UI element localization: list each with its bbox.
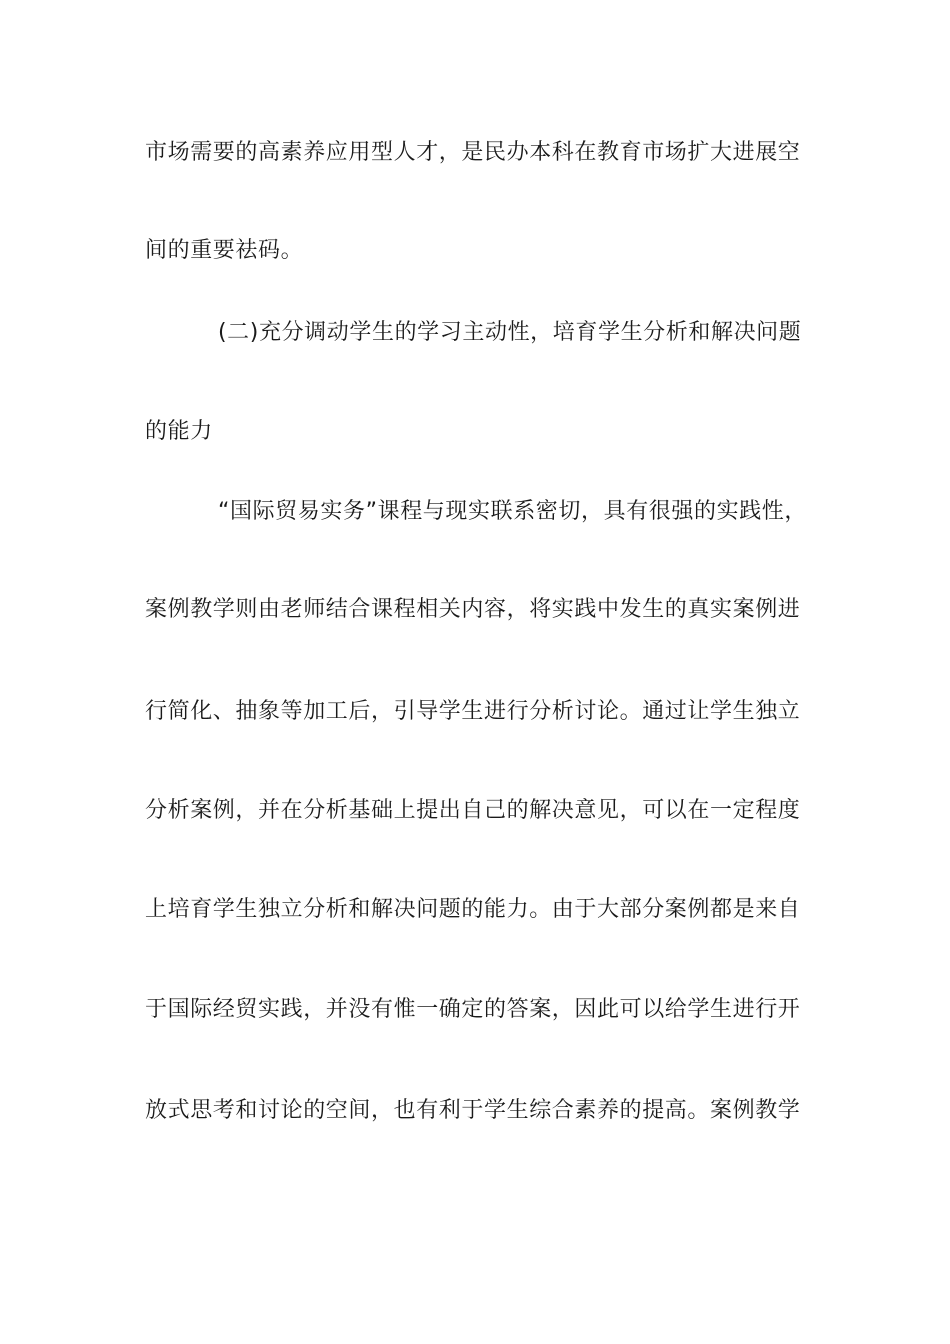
paragraph-line: 上培育学生独立分析和解决问题的能力。由于大部分案例都是来自: [145, 897, 801, 922]
paragraph-line: 市场需要的高素养应用型人才，是民办本科在教育市场扩大进展空: [145, 140, 801, 165]
section-heading: (二)充分调动学生的学习主动性，培育学生分析和解决问题: [218, 320, 802, 345]
paragraph-line: 分析案例，并在分析基础上提出自己的解决意见，可以在一定程度: [145, 798, 801, 823]
paragraph-line: 于国际经贸实践，并没有惟一确定的答案，因此可以给学生进行开: [145, 997, 801, 1022]
paragraph-line: 间的重要祛码。: [145, 238, 304, 263]
paragraph-line: 案例教学则由老师结合课程相关内容，将实践中发生的真实案例进: [145, 597, 801, 622]
section-heading-continuation: 的能力: [145, 419, 213, 444]
paragraph-line: 放式思考和讨论的空间，也有利于学生综合素养的提高。案例教学: [145, 1098, 801, 1123]
paragraph-line: “国际贸易实务”课程与现实联系密切，具有很强的实践性，: [218, 499, 807, 524]
paragraph-line: 行简化、抽象等加工后，引导学生进行分析讨论。通过让学生独立: [145, 699, 801, 724]
